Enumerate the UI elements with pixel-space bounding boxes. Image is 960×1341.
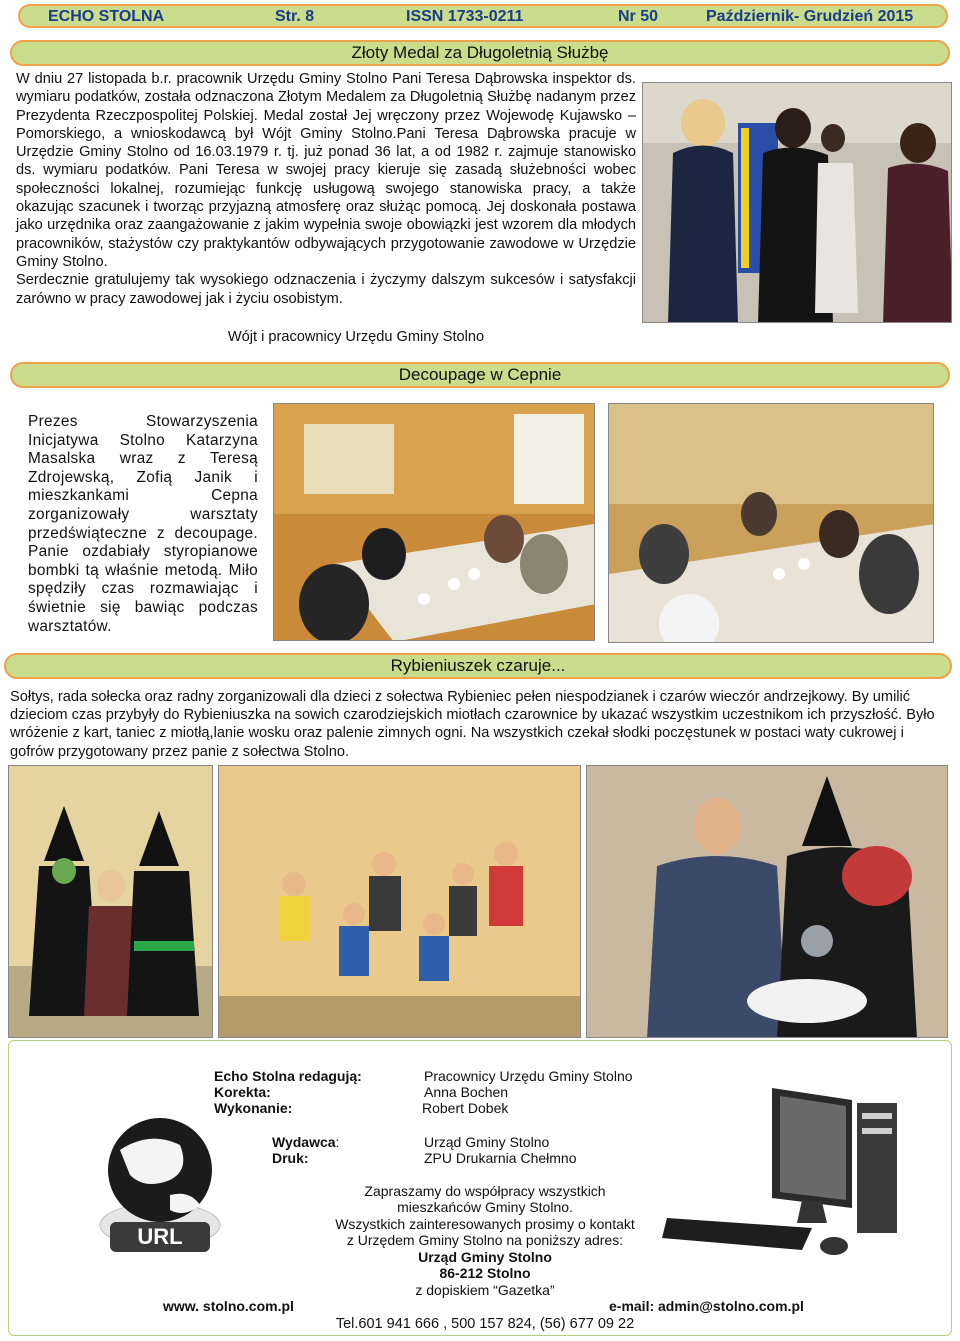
- desktop-computer-icon: [662, 1088, 912, 1268]
- witches-illustration: [9, 766, 213, 1038]
- article1-title-bar: [10, 40, 950, 66]
- page-header: [18, 4, 948, 28]
- exec-label: Wykonanie:: [214, 1100, 293, 1116]
- invite-line-4: z Urzędem Gminy Stolno na poniższy adres:: [346, 1232, 624, 1248]
- publisher-colon: :: [335, 1134, 340, 1150]
- invite-line-2: mieszkańców Gminy Stolno.: [397, 1199, 573, 1215]
- address-line-1: Urząd Gminy Stolno: [418, 1249, 552, 1265]
- article3-text: Sołtys, rada sołecka oraz radny zorganizowali dla dzieci z sołectwa Rybieniec pełen niespodzianek i czarów wieczór andrzejkowy. By umilić dzieciom czas przybyły do Rybieniuszka na sowich czarodziejskich miotłach czarownice by ukazać wszystkim uczestnikom ich przyszłość. Było wróżenie z kart, taniec z miotłą,lanie wosku oraz palenie zimnych ogni. Na wszystkich czekał słodki poczęstunek w postaci waty cukrowej i gofrów przygotowany przez panie z sołectwa Stolno.: [10, 689, 935, 760]
- decoupage-photo-2: [608, 403, 934, 643]
- url-globe-logo: [90, 1110, 230, 1265]
- publisher-line: [272, 1134, 339, 1150]
- address-line-2: 86-212 Stolno: [439, 1265, 531, 1281]
- issue-number: Nr 50: [618, 8, 659, 25]
- page-number: Str. 8: [275, 8, 315, 25]
- article3-title: Rybieniuszek czaruje...: [390, 656, 566, 675]
- witches-photo: [8, 765, 213, 1038]
- article1-signature: Wójt i pracownicy Urzędu Gminy Stolno: [227, 329, 485, 345]
- invite-line-1: Zapraszamy do współpracy wszystkich: [364, 1183, 606, 1199]
- url-logo-text: URL: [137, 1224, 183, 1249]
- article3-body: [10, 688, 950, 761]
- proof-value: Anna Bochen: [424, 1084, 509, 1100]
- website-link[interactable]: www. stolno.com.pl: [163, 1298, 294, 1314]
- invite-line-3: Wszystkich zainteresowanych prosimy o kontakt: [335, 1216, 635, 1232]
- print-label: Druk:: [272, 1150, 309, 1166]
- editors-label: Echo Stolna redagują:: [214, 1068, 362, 1084]
- article1-signature-wrap: [16, 328, 636, 346]
- children-group-illustration: [219, 766, 581, 1038]
- article1-title: Złoty Medal za Długoletnią Służbę: [351, 43, 609, 62]
- article2-title: Decoupage w Cepnie: [398, 365, 562, 384]
- publisher-value: Urząd Gminy Stolno: [424, 1134, 550, 1150]
- children-group-photo: [218, 765, 581, 1038]
- article1-paragraph1: W dniu 27 listopada b.r. pracownik Urzędu Gminy Stolno Pani Teresa Dąbrowska inspektor ds. wymiaru podatków, została odznaczona Złotym Medalem za Długoletnią Służbę nadanym przez Prezydenta Rzeczpospolitej Polskiej. Medal został Jej wręczony przez Wojewodę Kujawsko – Pomorskiego, a wnioskodawcą był Wójt Gminy Stolno.Pani Teresa Dąbrowska pracuje w Urzędzie Gminy Stolno od 16.03.1979 r. tj. już ponad 36 lat, a od 1982 r. zajmuje stanowisko ds. wymiaru podatków. Pani Teresa w swojej pracy kieruje się zasadą służebności wobec społeczności lokalnej, rozumiejąc funkcję usługową swojego stanowiska pracy, a także okazując szacunek i tworząc przyjazną atmosferę oraz służąc pomocą. Jej doskonała postawa jako urzędnika oraz zaangażowanie z jakim wypełnia swoje obowiązki jest wzorem dla młodych pracowników, stażystów czy praktykantów odbywających przygotowanie zawodowe w Urzędzie Gminy Stolno.: [16, 71, 636, 270]
- wax-pouring-illustration: [587, 766, 948, 1038]
- email-link[interactable]: e-mail: admin@stolno.com.pl: [609, 1298, 804, 1314]
- issue-period: Październik- Grudzień 2015: [706, 8, 914, 25]
- article3-title-bar: [4, 653, 952, 679]
- decoupage-illustration-1: [274, 404, 595, 641]
- proof-label: Korekta:: [214, 1084, 271, 1100]
- computer-icon: [662, 1088, 912, 1268]
- editors-value: Pracownicy Urzędu Gminy Stolno: [424, 1068, 633, 1084]
- issn: ISSN 1733-0211: [406, 8, 524, 25]
- medal-ceremony-photo: [642, 82, 952, 323]
- wax-pouring-photo: [586, 765, 948, 1038]
- publication-name: ECHO STOLNA: [48, 8, 165, 25]
- article2-body: [28, 413, 258, 636]
- article1-paragraph2: Serdecznie gratulujemy tak wysokiego odznaczenia i życzymy dalszym sukcesów i satysfakcji zarówno w pracy zawodowej jak i życiu osobistym.: [16, 272, 636, 307]
- medal-ceremony-illustration: [643, 83, 952, 323]
- decoupage-photo-1: [273, 403, 595, 641]
- exec-value: Robert Dobek: [422, 1100, 509, 1116]
- address-line-3: z dopiskiem “Gazetka”: [415, 1282, 555, 1298]
- article1-body: [16, 70, 636, 308]
- globe-icon: [90, 1110, 230, 1265]
- publisher-label: Wydawca: [272, 1134, 336, 1150]
- article2-title-bar: [10, 362, 950, 388]
- article2-text: Prezes Stowarzyszenia Inicjatywa Stolno Katarzyna Masalska wraz z Teresą Zdrojewską, Zofią Janik i mieszkankami Cepna zorganizowały warsztaty przedświąteczne z decoupage. Panie ozdabiały styropianowe bombki tą właśnie metodą. Miło spędziły czas rozmawiając i świetnie się bawiąc podczas warsztatów.: [28, 413, 258, 635]
- print-value: ZPU Drukarnia Chełmno: [424, 1150, 577, 1166]
- phone-line: Tel.601 941 666 , 500 157 824, (56) 677 09 22: [335, 1316, 635, 1332]
- decoupage-illustration-2: [609, 404, 934, 643]
